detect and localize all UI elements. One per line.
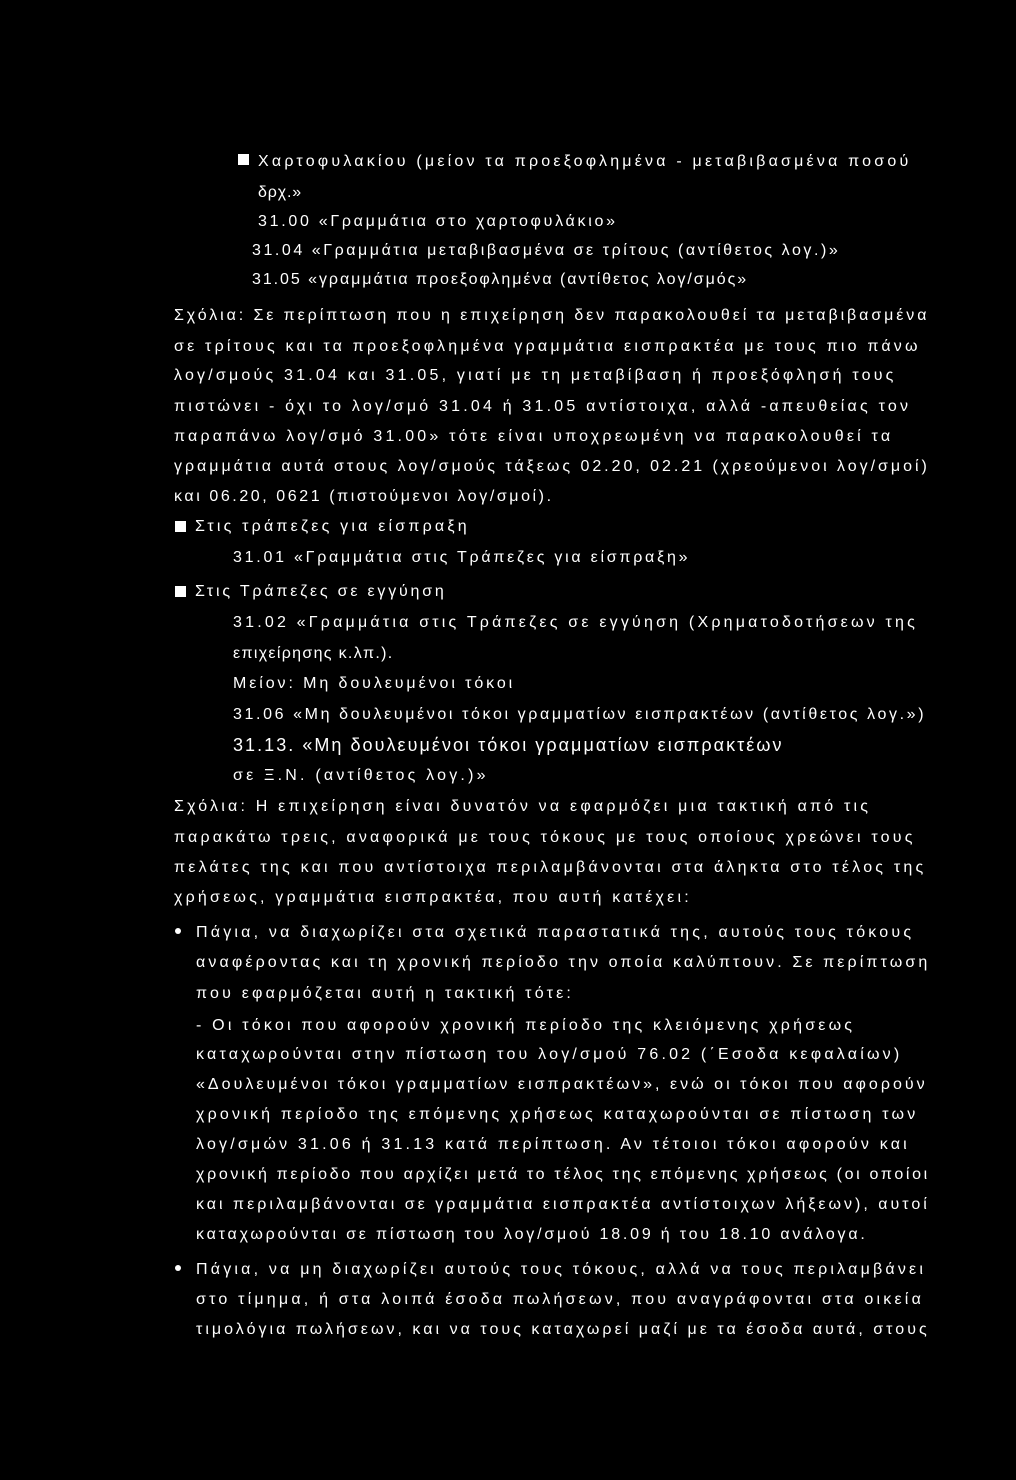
text-line: παρακάτω τρεις, αναφορικά με τους τόκους με τους οποίους χρεώνει τους: [174, 829, 916, 846]
text-line: Σχόλια: Σε περίπτωση που η επιχείρηση δεν παρακολουθεί τα μεταβιβασμένα: [174, 307, 930, 324]
text-line: πιστώνει - όχι το λογ/σμό 31.04 ή 31.05 αντίστοιχα, αλλά -απευθείας τον: [174, 398, 912, 415]
text-line: χρήσεως, γραμμάτια εισπρακτέα, που αυτή κατέχει:: [174, 889, 692, 906]
text-line: 31.06 «Μη δουλευμένοι τόκοι γραμματίων εισπρακτέων (αντίθετος λογ.»): [233, 706, 927, 723]
text-line: επιχείρησης κ.λπ.).: [233, 645, 394, 662]
text-line: καταχωρούνται σε πίστωση του λογ/σμού 18.09 ή του 18.10 ανάλογα.: [196, 1226, 868, 1243]
round-bullet-icon: [175, 1265, 181, 1271]
text-line: που εφαρμόζεται αυτή η τακτική τότε:: [196, 985, 575, 1002]
text-line: 31.05 «γραμμάτια προεξοφλημένα (αντίθετος λογ/σμός»: [252, 271, 749, 288]
text-line: 31.01 «Γραμμάτια στις Τράπεζες για είσπραξη»: [233, 549, 691, 566]
text-line: 31.02 «Γραμμάτια στις Τράπεζες σε εγγύηση (Χρηματοδοτήσεων της: [233, 614, 919, 631]
text-line: 31.04 «Γραμμάτια μεταβιβασμένα σε τρίτους (αντίθετος λογ.)»: [252, 242, 841, 259]
text-line: τιμολόγια πωλήσεων, και να τους καταχωρεί μαζί με τα έσοδα αυτά, στους: [196, 1321, 930, 1338]
round-bullet-icon: [175, 928, 181, 934]
text-line: αναφέροντας και τη χρονική περίοδο την οποία καλύπτουν. Σε περίπτωση: [196, 954, 931, 971]
text-line: 31.13. «Μη δουλευμένοι τόκοι γραμματίων εισπρακτέων: [233, 735, 784, 755]
text-line: Στις Τράπεζες σε εγγύηση: [195, 583, 447, 600]
square-bullet-icon: [238, 154, 249, 165]
text-line: καταχωρούνται στην πίστωση του λογ/σμού 76.02 (΄Εσοδα κεφαλαίων): [196, 1046, 903, 1063]
text-line: πελάτες της και που αντίστοιχα περιλαμβάνονται στα άληκτα στο τέλος της: [174, 859, 927, 876]
text-line: Πάγια, να διαχωρίζει στα σχετικά παραστατικά της, αυτούς τους τόκους: [196, 924, 915, 941]
text-line: σε τρίτους και τα προεξοφλημένα γραμμάτια εισπρακτέα με τους πιο πάνω: [174, 338, 921, 355]
text-line: - Οι τόκοι που αφορούν χρονική περίοδο της κλειόμενης χρήσεως: [196, 1017, 856, 1034]
square-bullet-icon: [175, 586, 186, 597]
text-line: λογ/σμούς 31.04 και 31.05, γιατί με τη μεταβίβαση ή προεξόφλησή τους: [174, 367, 897, 384]
text-line: «Δουλευμένοι τόκοι γραμματίων εισπρακτέων», ενώ οι τόκοι που αφορούν: [196, 1076, 928, 1093]
text-line: δρχ.»: [258, 184, 302, 201]
text-line: χρονική περίοδο που αρχίζει μετά το τέλος της επόμενης χρήσεως (οι οποίοι: [196, 1166, 930, 1183]
text-line: χρονική περίοδο της επόμενης χρήσεως καταχωρούνται σε πίστωση των: [196, 1106, 919, 1123]
text-line: σε Ξ.Ν. (αντίθετος λογ.)»: [233, 767, 489, 784]
text-line: Σχόλια: Η επιχείρηση είναι δυνατόν να εφαρμόζει μια τακτική από τις: [174, 798, 872, 815]
text-line: παραπάνω λογ/σμό 31.00» τότε είναι υποχρεωμένη να παρακολουθεί τα: [174, 428, 894, 445]
text-line: λογ/σμών 31.06 ή 31.13 κατά περίπτωση. Αν τέτοιοι τόκοι αφορούν και: [196, 1136, 910, 1153]
text-line: Μείον: Μη δουλευμένοι τόκοι: [233, 675, 516, 692]
text-line: και περιλαμβάνονται σε γραμμάτια εισπρακτέα αντίστοιχων λήξεων), αυτοί: [196, 1196, 930, 1213]
text-line: και 06.20, 0621 (πιστούμενοι λογ/σμοί).: [174, 488, 554, 505]
text-line: 31.00 «Γραμμάτια στο χαρτοφυλάκιο»: [258, 213, 618, 230]
text-line: γραμμάτια αυτά στους λογ/σμούς τάξεως 02.20, 02.21 (χρεούμενοι λογ/σμοί): [174, 458, 930, 475]
square-bullet-icon: [175, 521, 186, 532]
text-line: Πάγια, να μη διαχωρίζει αυτούς τους τόκους, αλλά να τους περιλαμβάνει: [196, 1261, 927, 1278]
text-line: Χαρτοφυλακίου (μείον τα προεξοφλημένα - μεταβιβασμένα ποσού: [258, 153, 912, 170]
text-line: στο τίμημα, ή στα λοιπά έσοδα πωλήσεων, που αναγράφονται στα οικεία: [196, 1291, 925, 1308]
text-line: Στις τράπεζες για είσπραξη: [195, 518, 470, 535]
